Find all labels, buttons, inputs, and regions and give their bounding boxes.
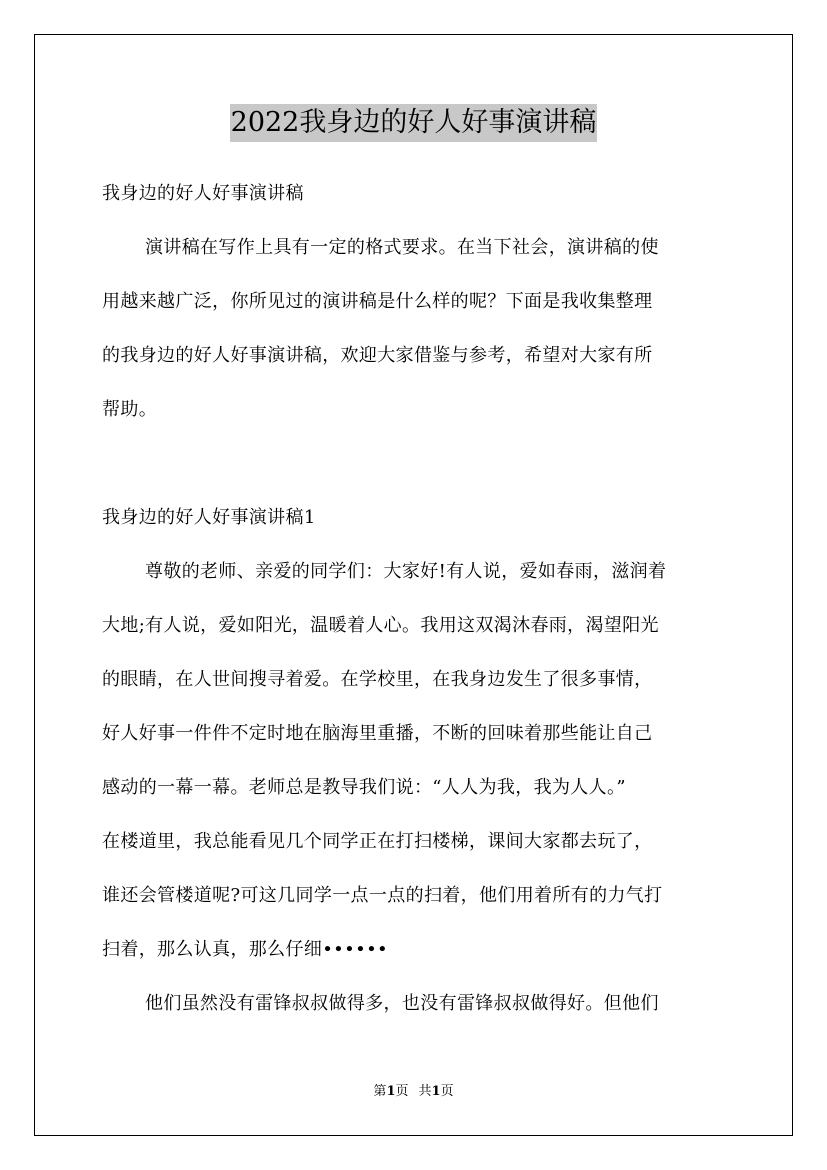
doc-subtitle: 我身边的好人好事演讲稿 (102, 183, 304, 204)
paragraph-line: 谁还会管楼道呢?可这几同学一点一点的扫着，他们用着所有的力气打 (102, 885, 663, 906)
document-title: 2022我身边的好人好事演讲稿 (230, 104, 598, 142)
footer-page-prefix: 第 (373, 1084, 387, 1099)
paragraph-line: 的眼睛，在人世间搜寻着爱。在学校里，在我身边发生了很多事情， (102, 669, 653, 690)
footer-total-prefix: 共 (418, 1084, 432, 1099)
paragraph-line: 大地;有人说，爱如阳光，温暖着人心。我用这双渴沐春雨，渴望阳光 (102, 615, 659, 636)
paragraph-line: 他们虽然没有雷锋叔叔做得多，也没有雷锋叔叔做得好。但他们 (145, 993, 659, 1014)
footer-total-number: 1 (431, 1084, 441, 1099)
paragraph-line: 的我身边的好人好事演讲稿，欢迎大家借鉴与参考，希望对大家有所 (102, 345, 653, 366)
title-container (0, 104, 827, 142)
paragraph-line: 好人好事一件件不定时地在脑海里重播，不断的回味着那些能让自己 (102, 723, 653, 744)
footer-total-suffix: 页 (440, 1084, 454, 1099)
paragraph-line: 尊敬的老师、亲爱的同学们：大家好!有人说，爱如春雨，滋润着 (145, 561, 667, 582)
paragraph-line: 在楼道里，我总能看见几个同学正在打扫楼梯，课间大家都去玩了， (102, 831, 653, 852)
paragraph-line: 帮助。 (102, 399, 158, 420)
paragraph-line: 演讲稿在写作上具有一定的格式要求。在当下社会，演讲稿的使 (145, 237, 659, 258)
paragraph-line: 用越来越广泛，你所见过的演讲稿是什么样的呢？下面是我收集整理 (102, 291, 653, 312)
footer-page-number: 1 (386, 1084, 396, 1099)
page-footer (0, 1083, 827, 1101)
footer-page-suffix: 页 (395, 1084, 409, 1099)
paragraph-line: 感动的一幕一幕。老师总是教导我们说：“人人为我，我为人人。” (102, 777, 626, 798)
paragraph-line: 扫着，那么认真，那么仔细•••••• (102, 939, 389, 960)
section-heading: 我身边的好人好事演讲稿1 (102, 507, 316, 528)
